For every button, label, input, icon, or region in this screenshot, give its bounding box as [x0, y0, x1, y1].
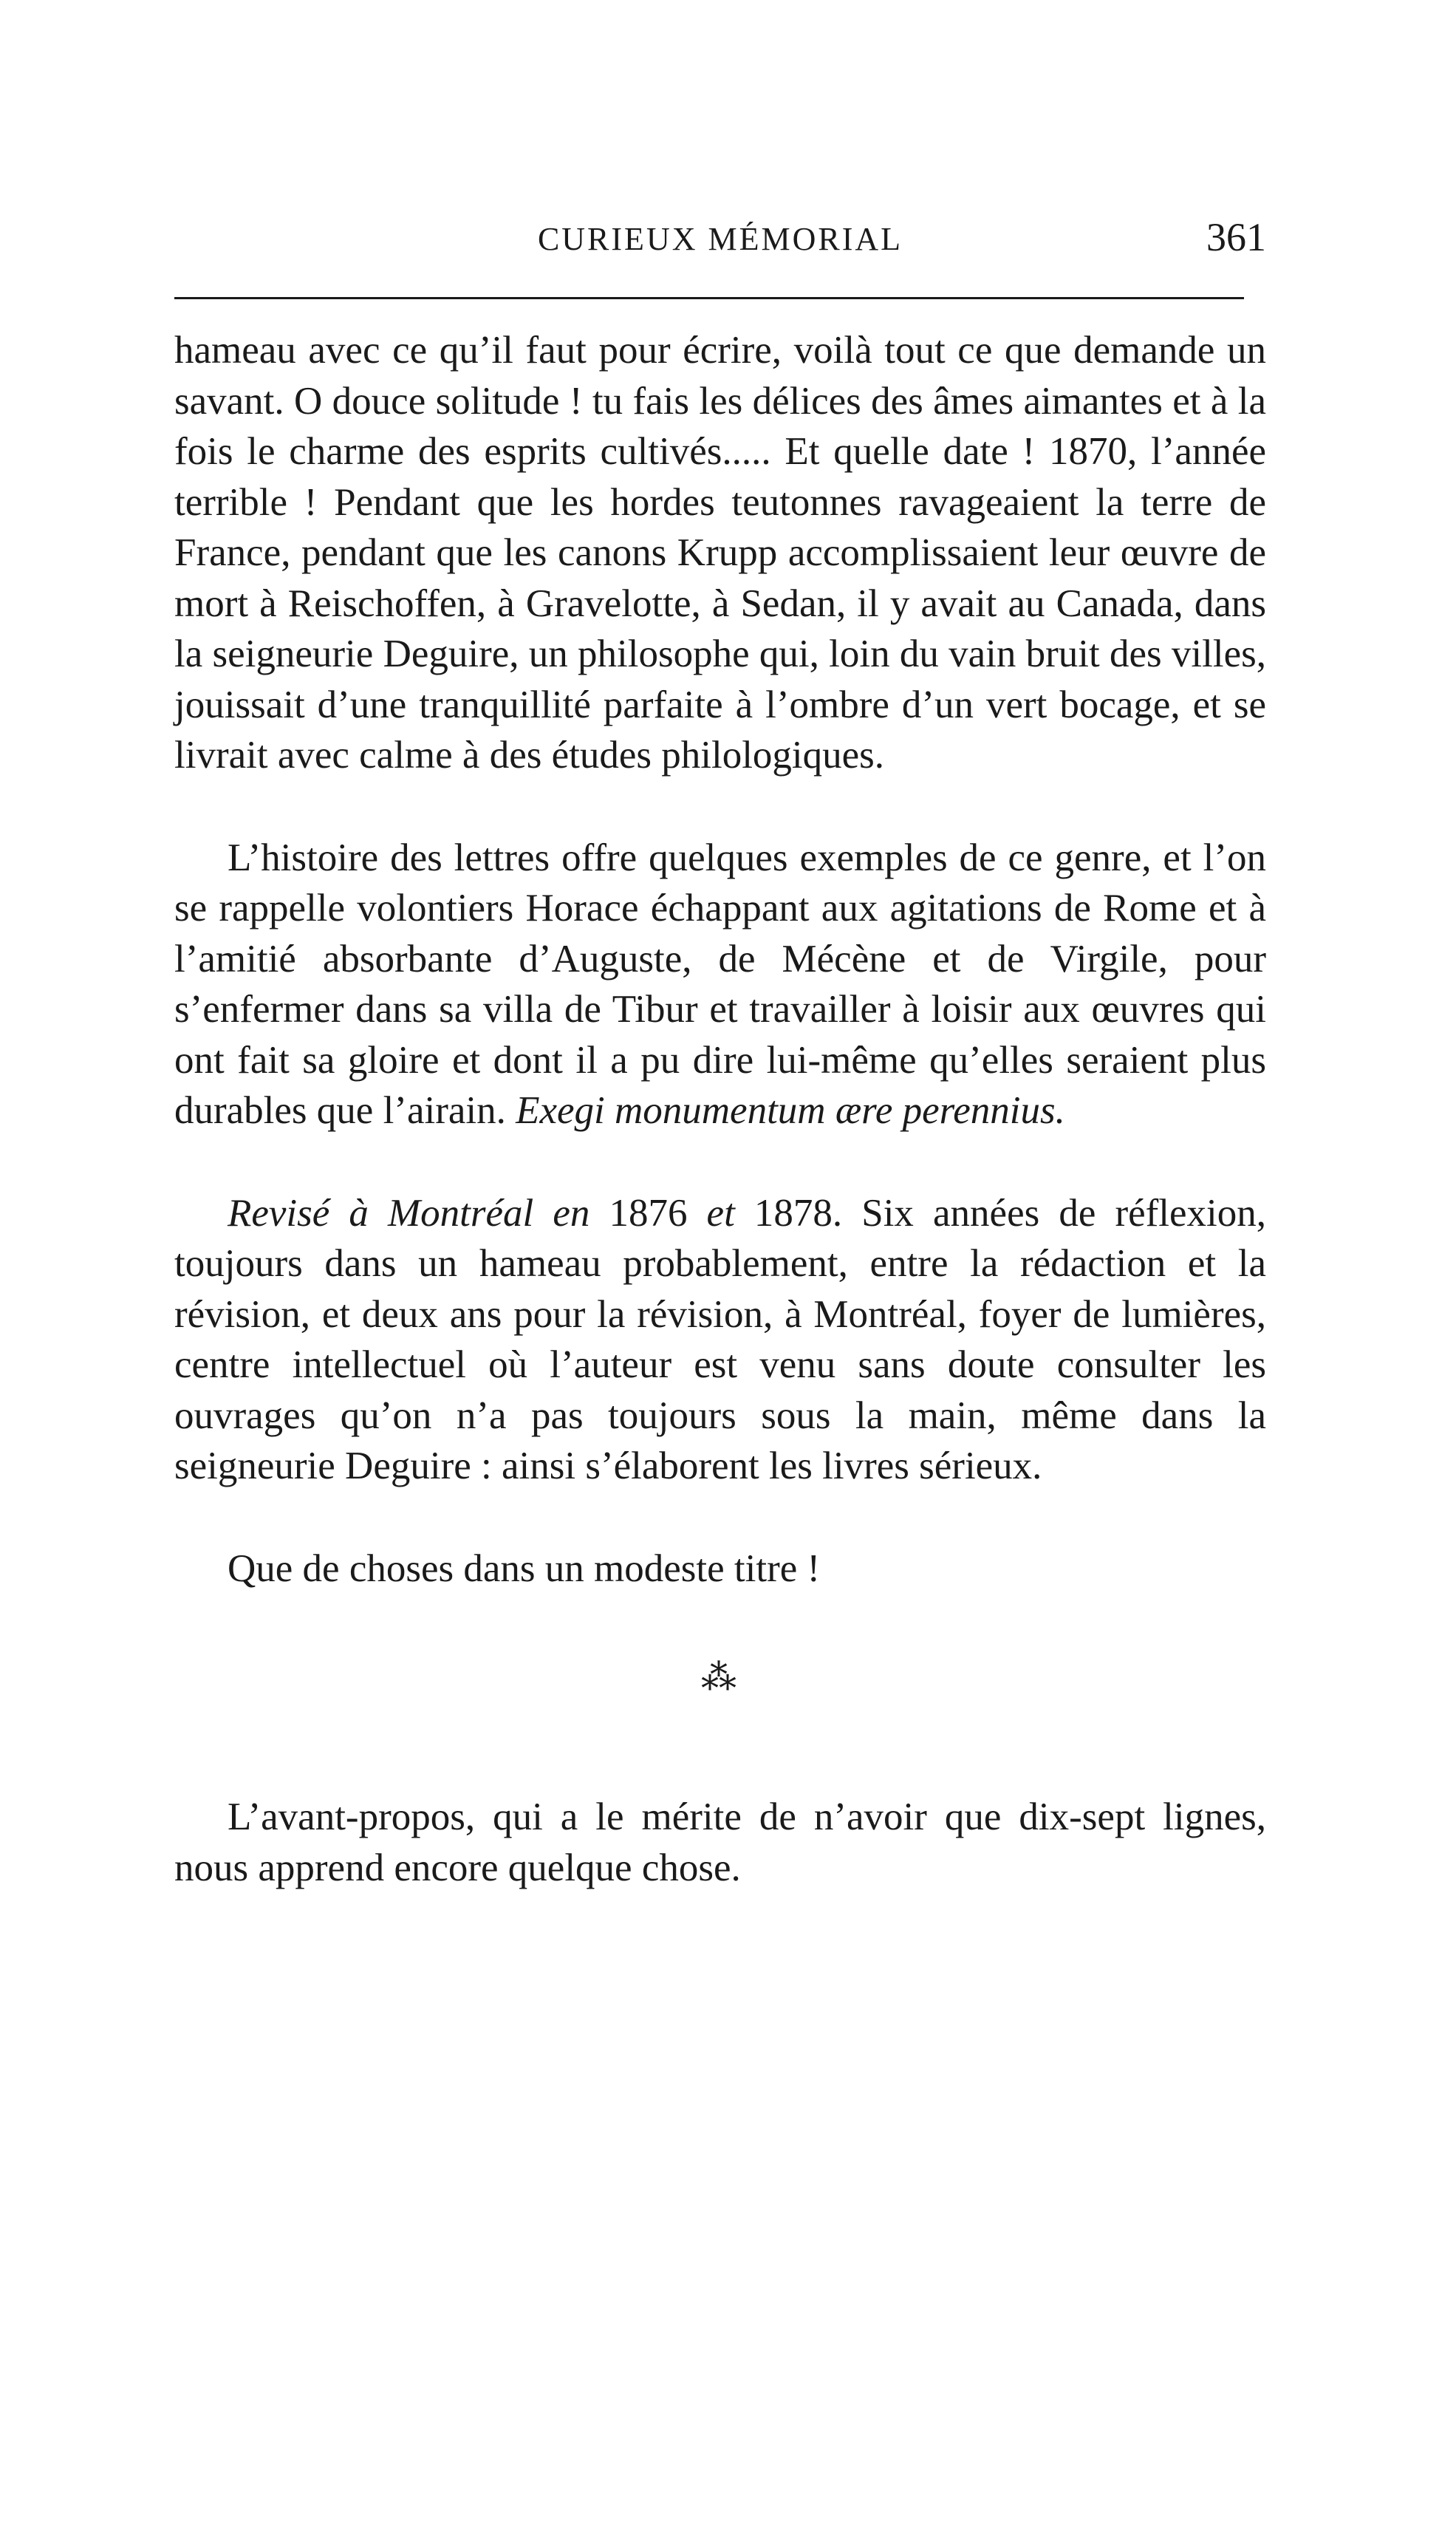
paragraph-5-wrap: [174, 1792, 1266, 1893]
page-number: 361: [1206, 215, 1266, 259]
running-head: [174, 213, 1266, 265]
paragraph-2-text: L’histoire des lettres offre quelques exemples de ce genre, et l’on se rappelle volontiers Horace échappant aux agitations de Rome et à l’amitié absorbante d’Auguste, de Mécène et de Virgile, pour s’enfermer dans sa villa de Tibur et travailler à loisir aux œuvres qui ont fait sa gloire et dont il a pu dire lui-même qu’elles seraient plus durables que l’airain.: [174, 836, 1266, 1132]
revision-lead-1: Revisé à Montréal en: [228, 1191, 590, 1235]
paragraph-1: hameau avec ce qu’il faut pour écrire, voilà tout ce que demande un savant. O douce solitude ! tu fais les délices des âmes aimantes et à la fois le charme des esprits cultivés..... Et quelle date ! 1870, l’année terrible ! Pendant que les hordes teutonnes ravageaient la terre de France, pendant que les canons Krupp accomplissaient leur œuvre de mort à Reischoffen, à Gravelotte, à Sedan, il y avait au Canada, dans la seigneurie Deguire, un philosophe qui, loin du vain bruit des villes, jouissait d’une tranquillité parfaite à l’ombre d’un vert bocage, et se livrait avec calme à des études philologiques.: [174, 329, 1266, 777]
paragraph-4: Que de choses dans un modeste titre !: [228, 1546, 821, 1590]
running-title: CURIEUX MÉMORIAL: [537, 221, 903, 257]
header-rule: [174, 297, 1244, 299]
paragraph-5: L’avant-propos, qui a le mérite de n’avoir que dix-sept lignes, nous apprend encore quelque chose.: [174, 1795, 1266, 1889]
latin-quote: Exegi monumentum ære perennius.: [516, 1089, 1065, 1132]
paragraph-3: [174, 1188, 1266, 1492]
body-text: [174, 325, 1266, 1893]
asterism-ornament: ⁂: [701, 1658, 739, 1697]
paragraph-3-text: Six années de réflexion, toujours dans un hameau probablement, entre la rédaction et la révision, et deux ans pour la révision, à Montréal, foyer de lumières, centre intellectuel où l’auteur est venu sans doute consulter les ouvrages qu’on n’a pas toujours sous la main, même dans la seigneurie Deguire : ainsi s’élaborent les livres sérieux.: [174, 1191, 1266, 1487]
revision-year-2: 1878.: [753, 1191, 843, 1235]
revision-lead-2: et: [706, 1191, 735, 1235]
revision-year-1: 1876: [609, 1191, 688, 1235]
paragraph-2: [174, 833, 1266, 1136]
